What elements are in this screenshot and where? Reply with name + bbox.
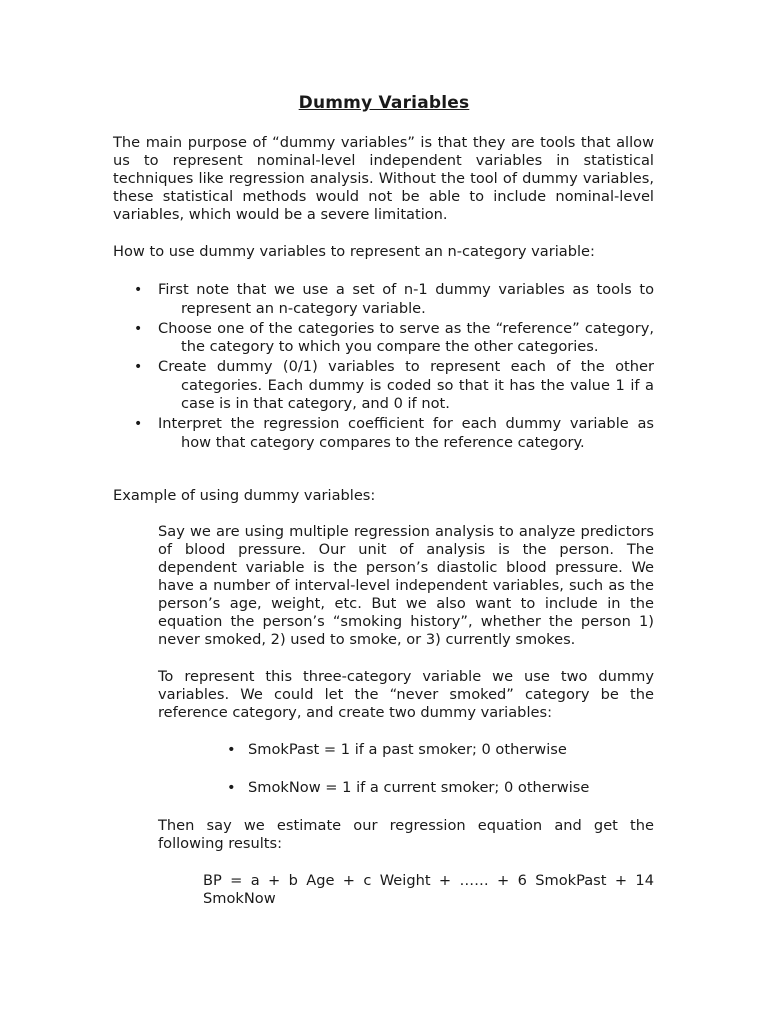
intro-paragraph: The main purpose of “dummy variables” is that they are tools that allow us to represent nominal-level independent variables in statistical techniques like regression analysis. Without the tool of dummy variables, these statistical methods would not be able to include nominal-level variables, which would be a severe limitation.	[113, 134, 654, 223]
example-paragraph-1: Say we are using multiple regression analysis to analyze predictors of blood pressure. Our unit of analysis is the person. The dependent variable is the person’s diastolic blood pressure. We have a number of interval-level independent variables, such as the person’s age, weight, etc. But we also want to include in the equation the person’s “smoking history”, whether the person 1) never smoked, 2) used to smoke, or 3) currently smokes.	[158, 523, 654, 648]
page-title: Dummy Variables	[298, 93, 470, 113]
list-item: • Choose one of the categories to serve as the “reference” category, the category to which you compare the other categories.	[113, 320, 654, 357]
dummy-definition-smoknow: • SmokNow = 1 if a current smoker; 0 otherwise	[248, 779, 589, 797]
steps-list	[113, 281, 654, 454]
example-heading: Example of using dummy variables:	[113, 487, 376, 504]
list-item: • Create dummy (0/1) variables to represent each of the other categories. Each dummy is coded so that it has the value 1 if a case is in that category, and 0 if not.	[113, 358, 654, 414]
example-paragraph-3: Then say we estimate our regression equation and get the following results:	[158, 817, 654, 852]
list-item: • First note that we use a set of n-1 dummy variables as tools to represent an n-category variable.	[113, 281, 654, 318]
example-paragraph-2: To represent this three-category variable we use two dummy variables. We could let the “never smoked” category be the reference category, and create two dummy variables:	[158, 668, 654, 721]
regression-equation: BP = a + b Age + c Weight + …… + 6 SmokPast + 14 SmokNow	[203, 872, 654, 907]
how-to-heading: How to use dummy variables to represent an n-category variable:	[113, 243, 595, 260]
dummy-definition-smokpast: • SmokPast = 1 if a past smoker; 0 otherwise	[248, 741, 567, 759]
list-item: • Interpret the regression coefficient for each dummy variable as how that category compares to the reference category.	[113, 415, 654, 452]
